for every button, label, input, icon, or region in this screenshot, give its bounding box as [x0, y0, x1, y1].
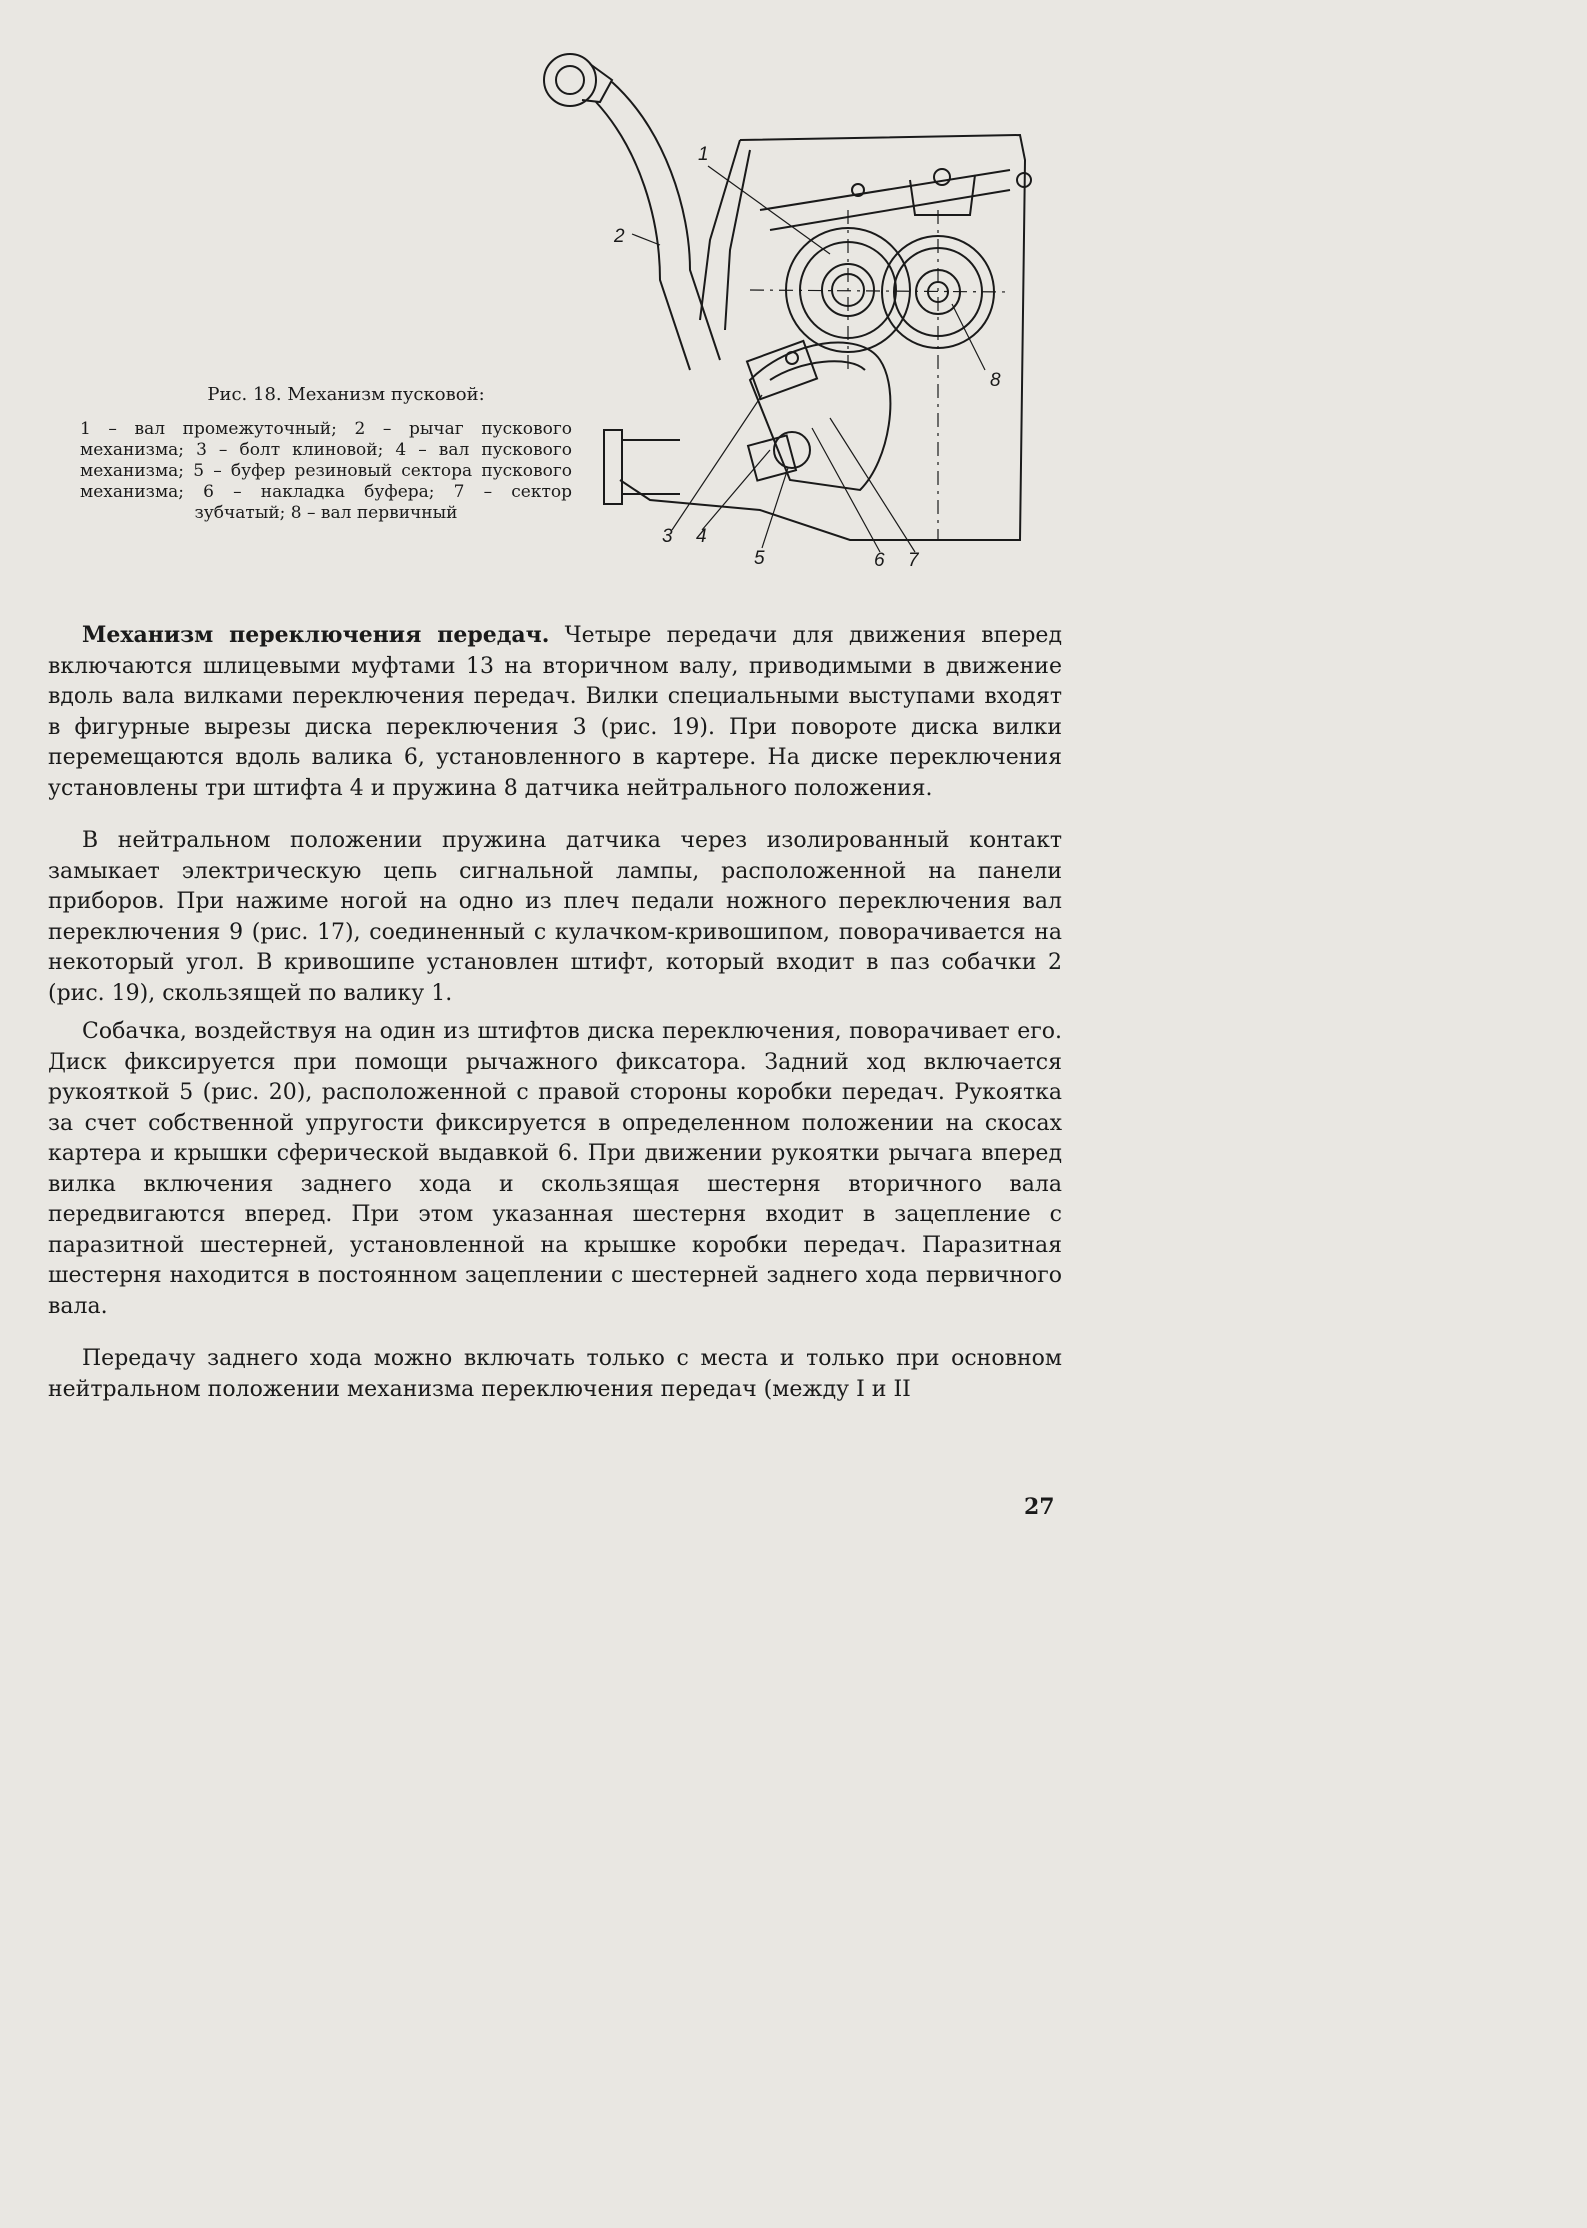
callout-7: 7 [908, 550, 919, 571]
body-text [48, 620, 1062, 1405]
page-number: 27 [1024, 1494, 1055, 1520]
callout-3: 3 [662, 526, 673, 547]
callout-6: 6 [874, 550, 885, 571]
figure-caption-title: Рис. 18. Механизм пусковой: [207, 384, 485, 405]
figure-caption [80, 384, 572, 524]
callout-5: 5 [754, 548, 765, 569]
paragraph: Передачу заднего хода можно включать только с места и только при основном нейтральном положении механизма переключения передач (между I и II [48, 1346, 1062, 1402]
paragraph: В нейтральном положении пружина датчика через изолированный контакт замыкает электрическую цепь сигнальной лампы, расположенной на панели приборов. При нажиме ногой на одно из плеч педали ножного переключения вал переключения 9 (рис. 17), соединенный с кулачком-кривошипом, поворачивается на некоторый угол. В кривошипе установлен штифт, который входит в паз собачки 2 (рис. 19), скользящей по валику 1. [48, 828, 1062, 1006]
callout-1: 1 [698, 144, 709, 165]
paragraph [48, 620, 1062, 804]
document-page [0, 0, 1117, 1568]
starter-mechanism-figure [530, 40, 1075, 580]
starter-mechanism-drawing [530, 40, 1075, 580]
callout-2: 2 [614, 226, 625, 247]
callout-8: 8 [990, 370, 1001, 391]
callout-4: 4 [696, 526, 707, 547]
paragraph-text: Четыре передачи для движения вперед включаются шлицевыми муфтами 13 на вторичном валу, приводимыми в движение вдоль вала вилками переключения передач. Вилки специальными выступами входят в фигурные вырезы диска переключения 3 (рис. 19). При повороте диска вилки перемещаются вдоль валика 6, установленного в картере. На диске переключения установлены три штифта 4 и пружина 8 датчика нейтрального положения. [48, 623, 1062, 801]
figure-caption-legend: 1 – вал промежуточный; 2 – рычаг пускового механизма; 3 – болт клиновой; 4 – вал пускового механизма; 5 – буфер резиновый сектора пускового механизма; 6 – накладка буфера; 7 – сектор зубчатый; 8 – вал первичный [80, 419, 572, 523]
paragraph: Собачка, воздействуя на один из штифтов диска переключения, поворачивает его. Диск фиксируется при помощи рычажного фиксатора. Задний ход включается рукояткой 5 (рис. 20), расположенной с правой стороны коробки передач. Рукоятка за счет собственной упругости фиксируется в определенном положении на скосах картера и крышки сферической выдавкой 6. При движении рукоятки рычага вперед вилка включения заднего хода и скользящая шестерня вторичного вала передвигаются вперед. При этом указанная шестерня входит в зацепление с паразитной шестерней, установленной на крышке коробки передач. Паразитная шестерня находится в постоянном зацеплении с шестерней заднего хода первичного вала. [48, 1019, 1062, 1319]
section-heading: Механизм переключения передач. [82, 622, 550, 648]
